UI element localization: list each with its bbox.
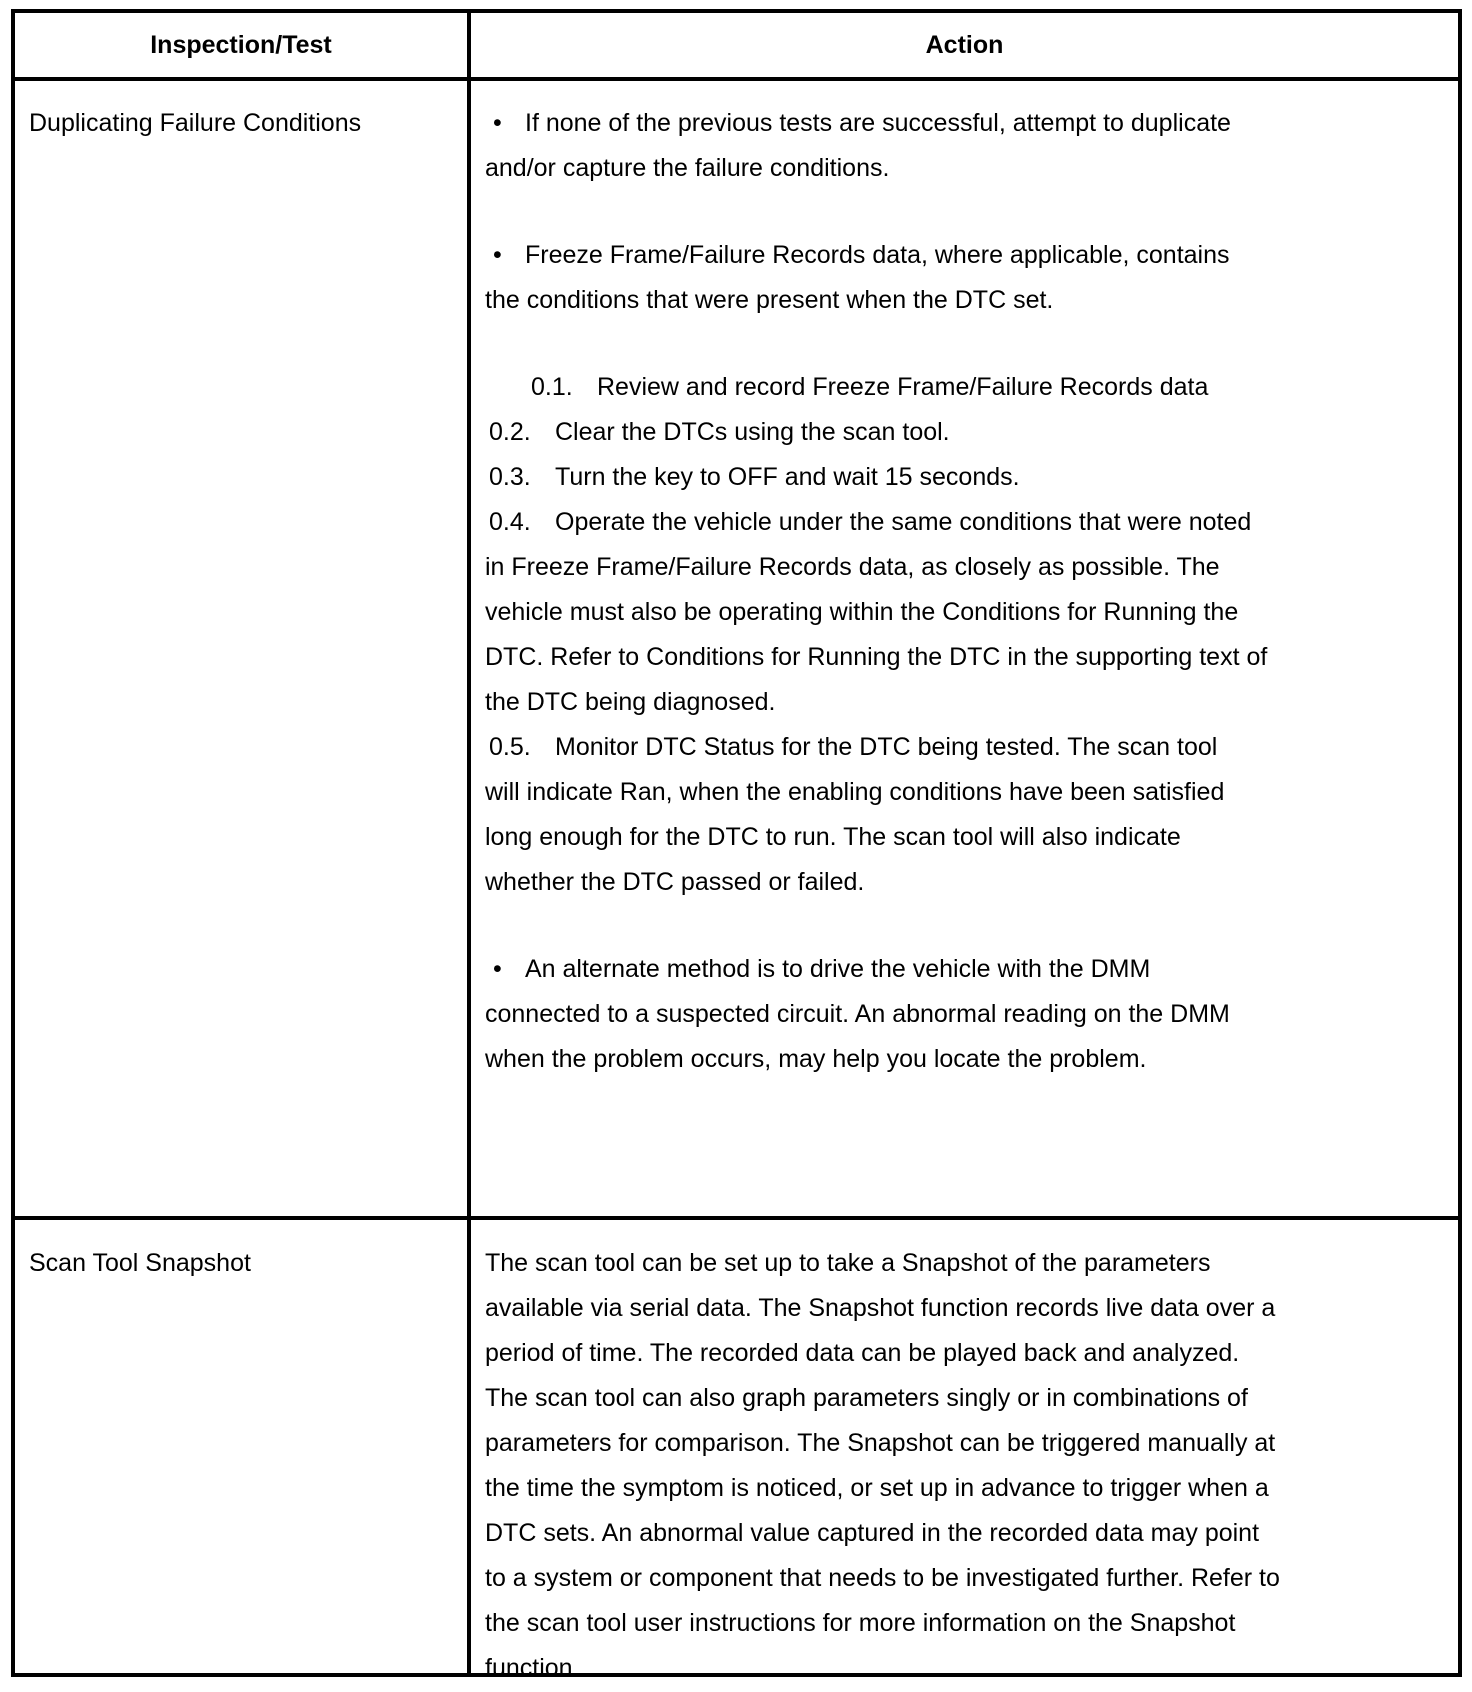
step-number: 0.2. [489, 418, 531, 446]
row-label-scan-tool-snapshot: Scan Tool Snapshot [29, 1249, 251, 1277]
step-text: Turn the key to OFF and wait 15 seconds. [555, 463, 1020, 491]
text-line: An alternate method is to drive the vehicle with the DMM [525, 955, 1151, 983]
bullet-marker: • [493, 109, 502, 137]
step-number: 0.5. [489, 733, 531, 761]
step-number: 0.4. [489, 508, 531, 536]
step-number: 0.3. [489, 463, 531, 491]
text-line: Freeze Frame/Failure Records data, where applicable, contains [525, 241, 1230, 269]
step-item [485, 410, 1415, 455]
text-line: parameters for comparison. The Snapshot can be triggered manually at [485, 1429, 1276, 1457]
text-line: the scan tool user instructions for more information on the Snapshot [485, 1609, 1236, 1637]
row-action-duplicating-failure-conditions [485, 101, 1415, 1082]
row-label-duplicating-failure-conditions: Duplicating Failure Conditions [29, 109, 362, 137]
bullet-marker: • [493, 241, 502, 269]
text-line: the time the symptom is noticed, or set up in advance to trigger when a [485, 1474, 1269, 1502]
text-line: connected to a suspected circuit. An abnormal reading on the DMM [485, 1000, 1230, 1028]
bullet-item [485, 101, 1415, 191]
text-line: vehicle must also be operating within the Conditions for Running the [485, 598, 1239, 626]
step-item [485, 500, 1415, 725]
text-line: If none of the previous tests are successful, attempt to duplicate [525, 109, 1231, 137]
bullet-marker: • [493, 955, 502, 983]
text-line: available via serial data. The Snapshot function records live data over a [485, 1294, 1276, 1322]
step-text: Clear the DTCs using the scan tool. [555, 418, 950, 446]
column-divider [467, 13, 471, 1673]
step-item [485, 455, 1415, 500]
text-line: to a system or component that needs to be investigated further. Refer to [485, 1564, 1280, 1592]
text-line: in Freeze Frame/Failure Records data, as closely as possible. The [485, 553, 1220, 581]
text-line: the DTC being diagnosed. [485, 688, 776, 716]
step-text: Operate the vehicle under the same conditions that were noted [555, 508, 1252, 536]
text-line: function. [485, 1654, 580, 1682]
text-line: DTC. Refer to Conditions for Running the DTC in the supporting text of [485, 643, 1268, 671]
step-item [485, 365, 1415, 410]
text-line: the conditions that were present when the DTC set. [485, 286, 1054, 314]
text-line: and/or capture the failure conditions. [485, 154, 890, 182]
header-divider [15, 77, 1458, 81]
text-line: long enough for the DTC to run. The scan tool will also indicate [485, 823, 1181, 851]
step-text: Monitor DTC Status for the DTC being tested. The scan tool [555, 733, 1218, 761]
row-divider [15, 1216, 1458, 1220]
step-item [485, 725, 1415, 905]
text-line: whether the DTC passed or failed. [485, 868, 865, 896]
text-line: The scan tool can also graph parameters singly or in combinations of [485, 1384, 1248, 1412]
header-inspection-test: Inspection/Test [150, 31, 332, 59]
bullet-item [485, 233, 1415, 323]
row-action-scan-tool-snapshot [485, 1241, 1415, 1691]
text-line: DTC sets. An abnormal value captured in the recorded data may point [485, 1519, 1260, 1547]
step-text: Review and record Freeze Frame/Failure Records data [597, 373, 1209, 401]
text-line: period of time. The recorded data can be played back and analyzed. [485, 1339, 1240, 1367]
text-line: when the problem occurs, may help you locate the problem. [485, 1045, 1147, 1073]
procedure-table [11, 9, 1462, 1682]
text-line: The scan tool can be set up to take a Snapshot of the parameters [485, 1249, 1211, 1277]
header-action: Action [925, 31, 1004, 59]
step-number: 0.1. [531, 373, 573, 401]
text-line: will indicate Ran, when the enabling conditions have been satisfied [485, 778, 1225, 806]
bullet-item [485, 947, 1415, 1082]
